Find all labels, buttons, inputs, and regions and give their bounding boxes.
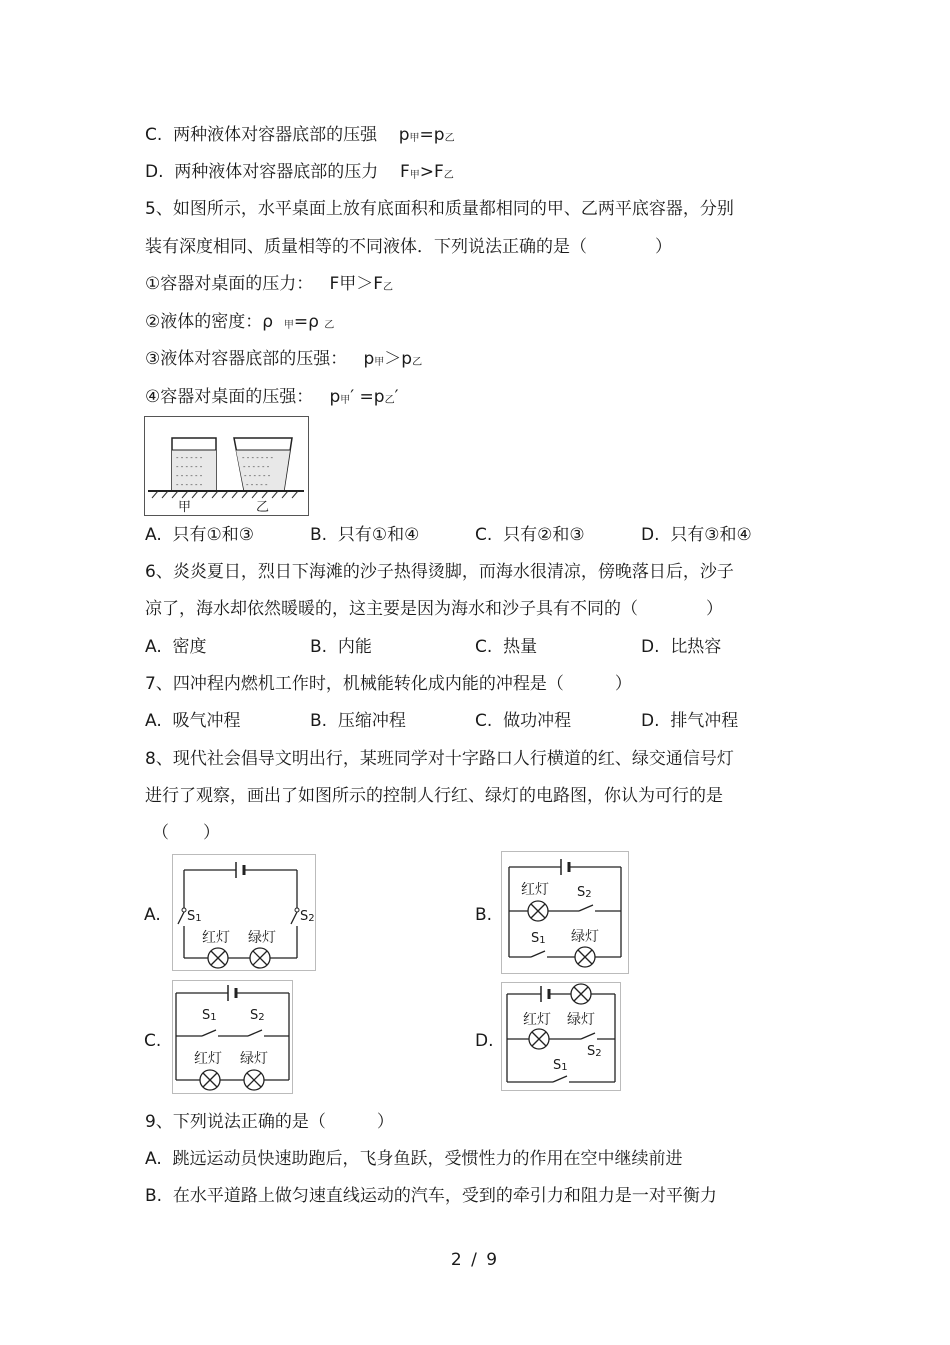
- circuit-a-s2: S2: [300, 909, 315, 924]
- circuit-d-red-lamp-label: 红灯: [523, 1012, 551, 1028]
- circuit-a-green-lamp-label: 绿灯: [248, 930, 276, 946]
- q6-option-b: B. 内能: [310, 637, 372, 657]
- svg-text:- - - - - - -: - - - - - - -: [242, 454, 274, 462]
- q6-option-a: A. 密度: [145, 637, 207, 657]
- label-container-yi: 乙: [256, 500, 270, 515]
- q6-option-d: D. 比热容: [641, 637, 722, 657]
- svg-text:- - - - - -: - - - - - -: [243, 463, 270, 471]
- q7-option-d: D. 排气冲程: [641, 711, 739, 731]
- q7-option-a: A. 吸气冲程: [145, 711, 241, 731]
- circuit-d-s1: S1: [553, 1058, 568, 1073]
- circuit-c-green-lamp-label: 绿灯: [240, 1051, 268, 1067]
- svg-text:- - - - - -: - - - - - -: [176, 472, 203, 480]
- circuit-d-green-lamp-label: 绿灯: [567, 1012, 595, 1028]
- q9-stem: 9、下列说法正确的是（ ）: [145, 1112, 394, 1132]
- circuit-c-figure: [172, 980, 293, 1094]
- svg-text:- - - - - -: - - - - - -: [176, 454, 203, 462]
- q5-option-d: D. 只有③和④: [641, 525, 752, 545]
- circuit-b-figure: [501, 851, 629, 974]
- circuit-b-green-lamp-label: 绿灯: [571, 929, 599, 945]
- q7-option-b: B. 压缩冲程: [310, 711, 406, 731]
- svg-text:- - - - - -: - - - - - -: [244, 472, 271, 480]
- circuit-a-figure: [172, 854, 316, 971]
- q8-stem-line3: （ ）: [152, 823, 220, 843]
- q5-statement-2: ②液体的密度：ρ 甲=ρ 乙: [145, 312, 335, 332]
- q8-label-c: C.: [144, 1031, 162, 1051]
- q9-option-a: A. 跳远运动员快速助跑后，飞身鱼跃，受惯性力的作用在空中继续前进: [145, 1149, 683, 1169]
- q6-stem-line2: 凉了，海水却依然暖暖的，这主要是因为海水和沙子具有不同的（ ）: [145, 599, 723, 619]
- page-number: 2 / 9: [450, 1250, 500, 1270]
- q4-option-d: D. 两种液体对容器底部的压力 F甲>F乙: [145, 162, 454, 182]
- svg-text:- - - - - -: - - - - - -: [176, 463, 203, 471]
- q4-option-c: C. 两种液体对容器底部的压强 p甲=p乙: [145, 125, 455, 145]
- svg-text:- - - - - -: - - - - - -: [176, 481, 203, 489]
- q8-label-b: B.: [475, 905, 493, 925]
- q5-statement-4: ④容器对桌面的压强： p甲′ =p乙′: [145, 387, 399, 407]
- q6-stem-line1: 6、炎炎夏日，烈日下海滩的沙子热得烫脚，而海水很清凉，傍晚落日后，沙子: [145, 562, 734, 582]
- q5-stem-line1: 5、如图所示，水平桌面上放有底面积和质量都相同的甲、乙两平底容器，分别: [145, 199, 734, 219]
- circuit-a-s1: S1: [187, 909, 202, 924]
- q5-stem-line2: 装有深度相同、质量相等的不同液体．下列说法正确的是（ ）: [145, 237, 672, 257]
- circuit-c-red-lamp-label: 红灯: [194, 1051, 222, 1067]
- q7-stem: 7、四冲程内燃机工作时，机械能转化成内能的冲程是（ ）: [145, 674, 632, 694]
- circuit-a-red-lamp-label: 红灯: [202, 930, 230, 946]
- label-container-jia: 甲: [178, 500, 192, 515]
- circuit-b-s1: S1: [531, 931, 546, 946]
- circuit-b-s2: S2: [577, 885, 592, 900]
- circuit-d-figure: [501, 982, 621, 1091]
- q8-label-d: D.: [475, 1031, 494, 1051]
- q8-label-a: A.: [144, 905, 161, 925]
- q9-option-b: B. 在水平道路上做匀速直线运动的汽车，受到的牵引力和阻力是一对平衡力: [145, 1186, 717, 1206]
- q8-stem-line2: 进行了观察，画出了如图所示的控制人行红、绿灯的电路图，你认为可行的是: [145, 786, 723, 806]
- q5-option-b: B. 只有①和④: [310, 525, 420, 545]
- containers-figure: [144, 416, 309, 516]
- q5-option-c: C. 只有②和③: [475, 525, 585, 545]
- q6-option-c: C. 热量: [475, 637, 538, 657]
- q5-statement-3: ③液体对容器底部的压强： p甲＞p乙: [145, 349, 423, 369]
- q5-option-a: A. 只有①和③: [145, 525, 255, 545]
- circuit-b-red-lamp-label: 红灯: [521, 882, 549, 898]
- svg-text:- - - - -: - - - - -: [246, 481, 268, 489]
- q8-stem-line1: 8、现代社会倡导文明出行，某班同学对十字路口人行横道的红、绿交通信号灯: [145, 749, 734, 769]
- circuit-d-s2: S2: [587, 1044, 602, 1059]
- q5-statement-1: ①容器对桌面的压力： F甲＞F乙: [145, 274, 394, 294]
- circuit-c-s1: S1: [202, 1008, 217, 1023]
- q7-option-c: C. 做功冲程: [475, 711, 572, 731]
- circuit-c-s2: S2: [250, 1008, 265, 1023]
